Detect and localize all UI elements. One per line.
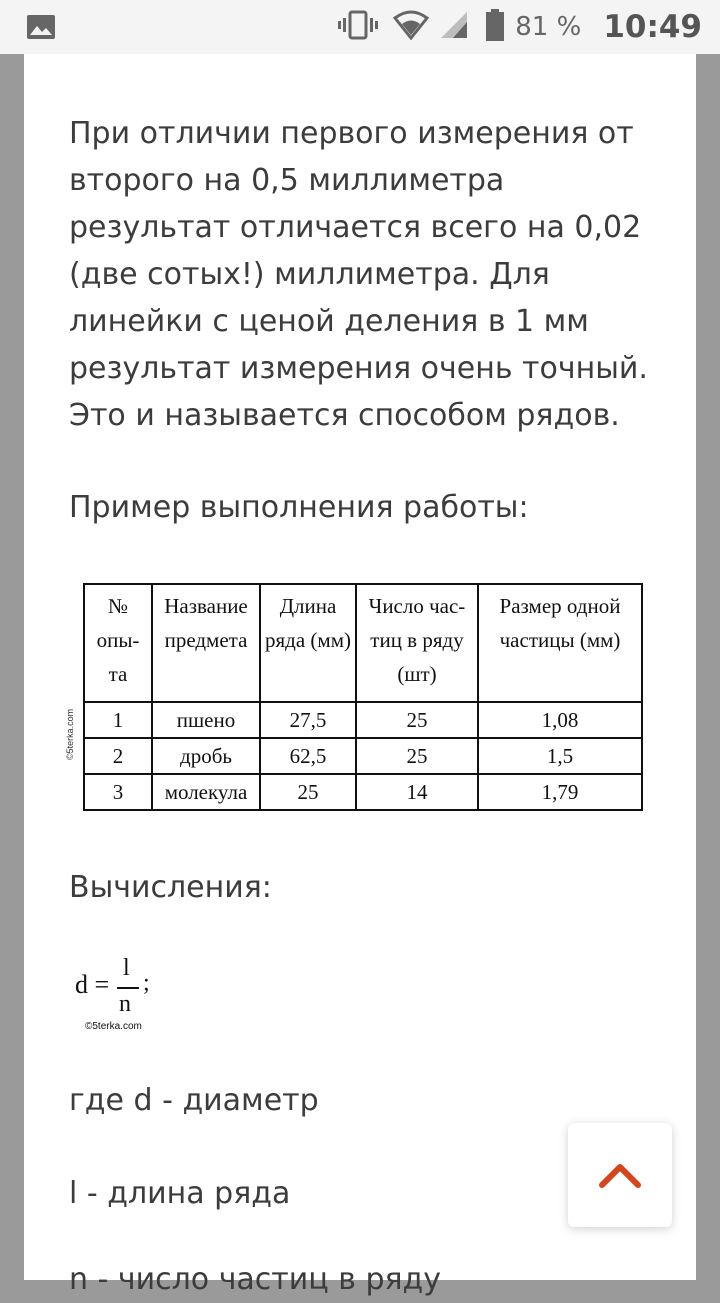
- formula-lhs: d =: [75, 970, 110, 999]
- header-cell: Длина ряда (мм): [260, 584, 356, 702]
- table-cell: 25: [356, 702, 478, 738]
- table-cell: 1,08: [478, 702, 642, 738]
- table-cell: пшено: [152, 702, 260, 738]
- table-cell: 3: [84, 774, 152, 810]
- wifi-icon: [393, 10, 429, 45]
- table-cell: 1: [84, 702, 152, 738]
- table-cell: 25: [356, 738, 478, 774]
- fraction-bar: [117, 987, 139, 989]
- results-table: [83, 583, 643, 811]
- battery-icon: [485, 9, 505, 46]
- table-cell: 27,5: [260, 702, 356, 738]
- chevron-up-icon: [598, 1161, 642, 1189]
- vibrate-icon: [337, 10, 379, 45]
- clock: 10:49: [603, 9, 702, 45]
- signal-icon: [439, 10, 469, 45]
- formula-image: [69, 953, 159, 1033]
- table-cell: молекула: [152, 774, 260, 810]
- table-row: [84, 774, 642, 810]
- header-cell: Размер одной частицы (мм): [478, 584, 642, 702]
- example-heading: Пример выполнения работы:: [69, 490, 529, 525]
- header-cell: Название предмета: [152, 584, 260, 702]
- formula-watermark: ©5terka.com: [85, 1021, 142, 1032]
- table-row: [84, 702, 642, 738]
- table-cell: 25: [260, 774, 356, 810]
- status-bar: [0, 0, 720, 54]
- table-cell: 62,5: [260, 738, 356, 774]
- formula-denominator: n: [119, 991, 131, 1017]
- calc-heading: Вычисления:: [69, 870, 272, 905]
- table-cell: 1,5: [478, 738, 642, 774]
- results-table-image: [65, 575, 651, 818]
- table-cell: 2: [84, 738, 152, 774]
- table-watermark: ©5terka.com: [65, 708, 75, 760]
- battery-percent: 81 %: [515, 12, 582, 42]
- table-header-row: [84, 584, 642, 702]
- table-cell: 14: [356, 774, 478, 810]
- table-row: [84, 738, 642, 774]
- table-cell: дробь: [152, 738, 260, 774]
- article-paragraph: При отличии первого измерения от второго на 0,5 миллиметра результат отличается всего на 0,02 (две сотых!) миллиметра. Для линейки с ценой деления в 1 мм результат измерения очень точный. Это и называется способом рядов.: [69, 116, 648, 433]
- formula-semicolon: ;: [143, 970, 150, 996]
- image-icon: [26, 14, 56, 45]
- scroll-to-top-button[interactable]: [568, 1123, 672, 1227]
- definition-l: l - длина ряда: [69, 1176, 291, 1211]
- header-cell: № опы- та: [84, 584, 152, 702]
- definition-n: n - число частиц в ряду: [69, 1262, 442, 1297]
- formula-numerator: l: [123, 955, 130, 981]
- header-cell: Число час- тиц в ряду (шт): [356, 584, 478, 702]
- table-cell: 1,79: [478, 774, 642, 810]
- definition-d: где d - диаметр: [69, 1083, 319, 1118]
